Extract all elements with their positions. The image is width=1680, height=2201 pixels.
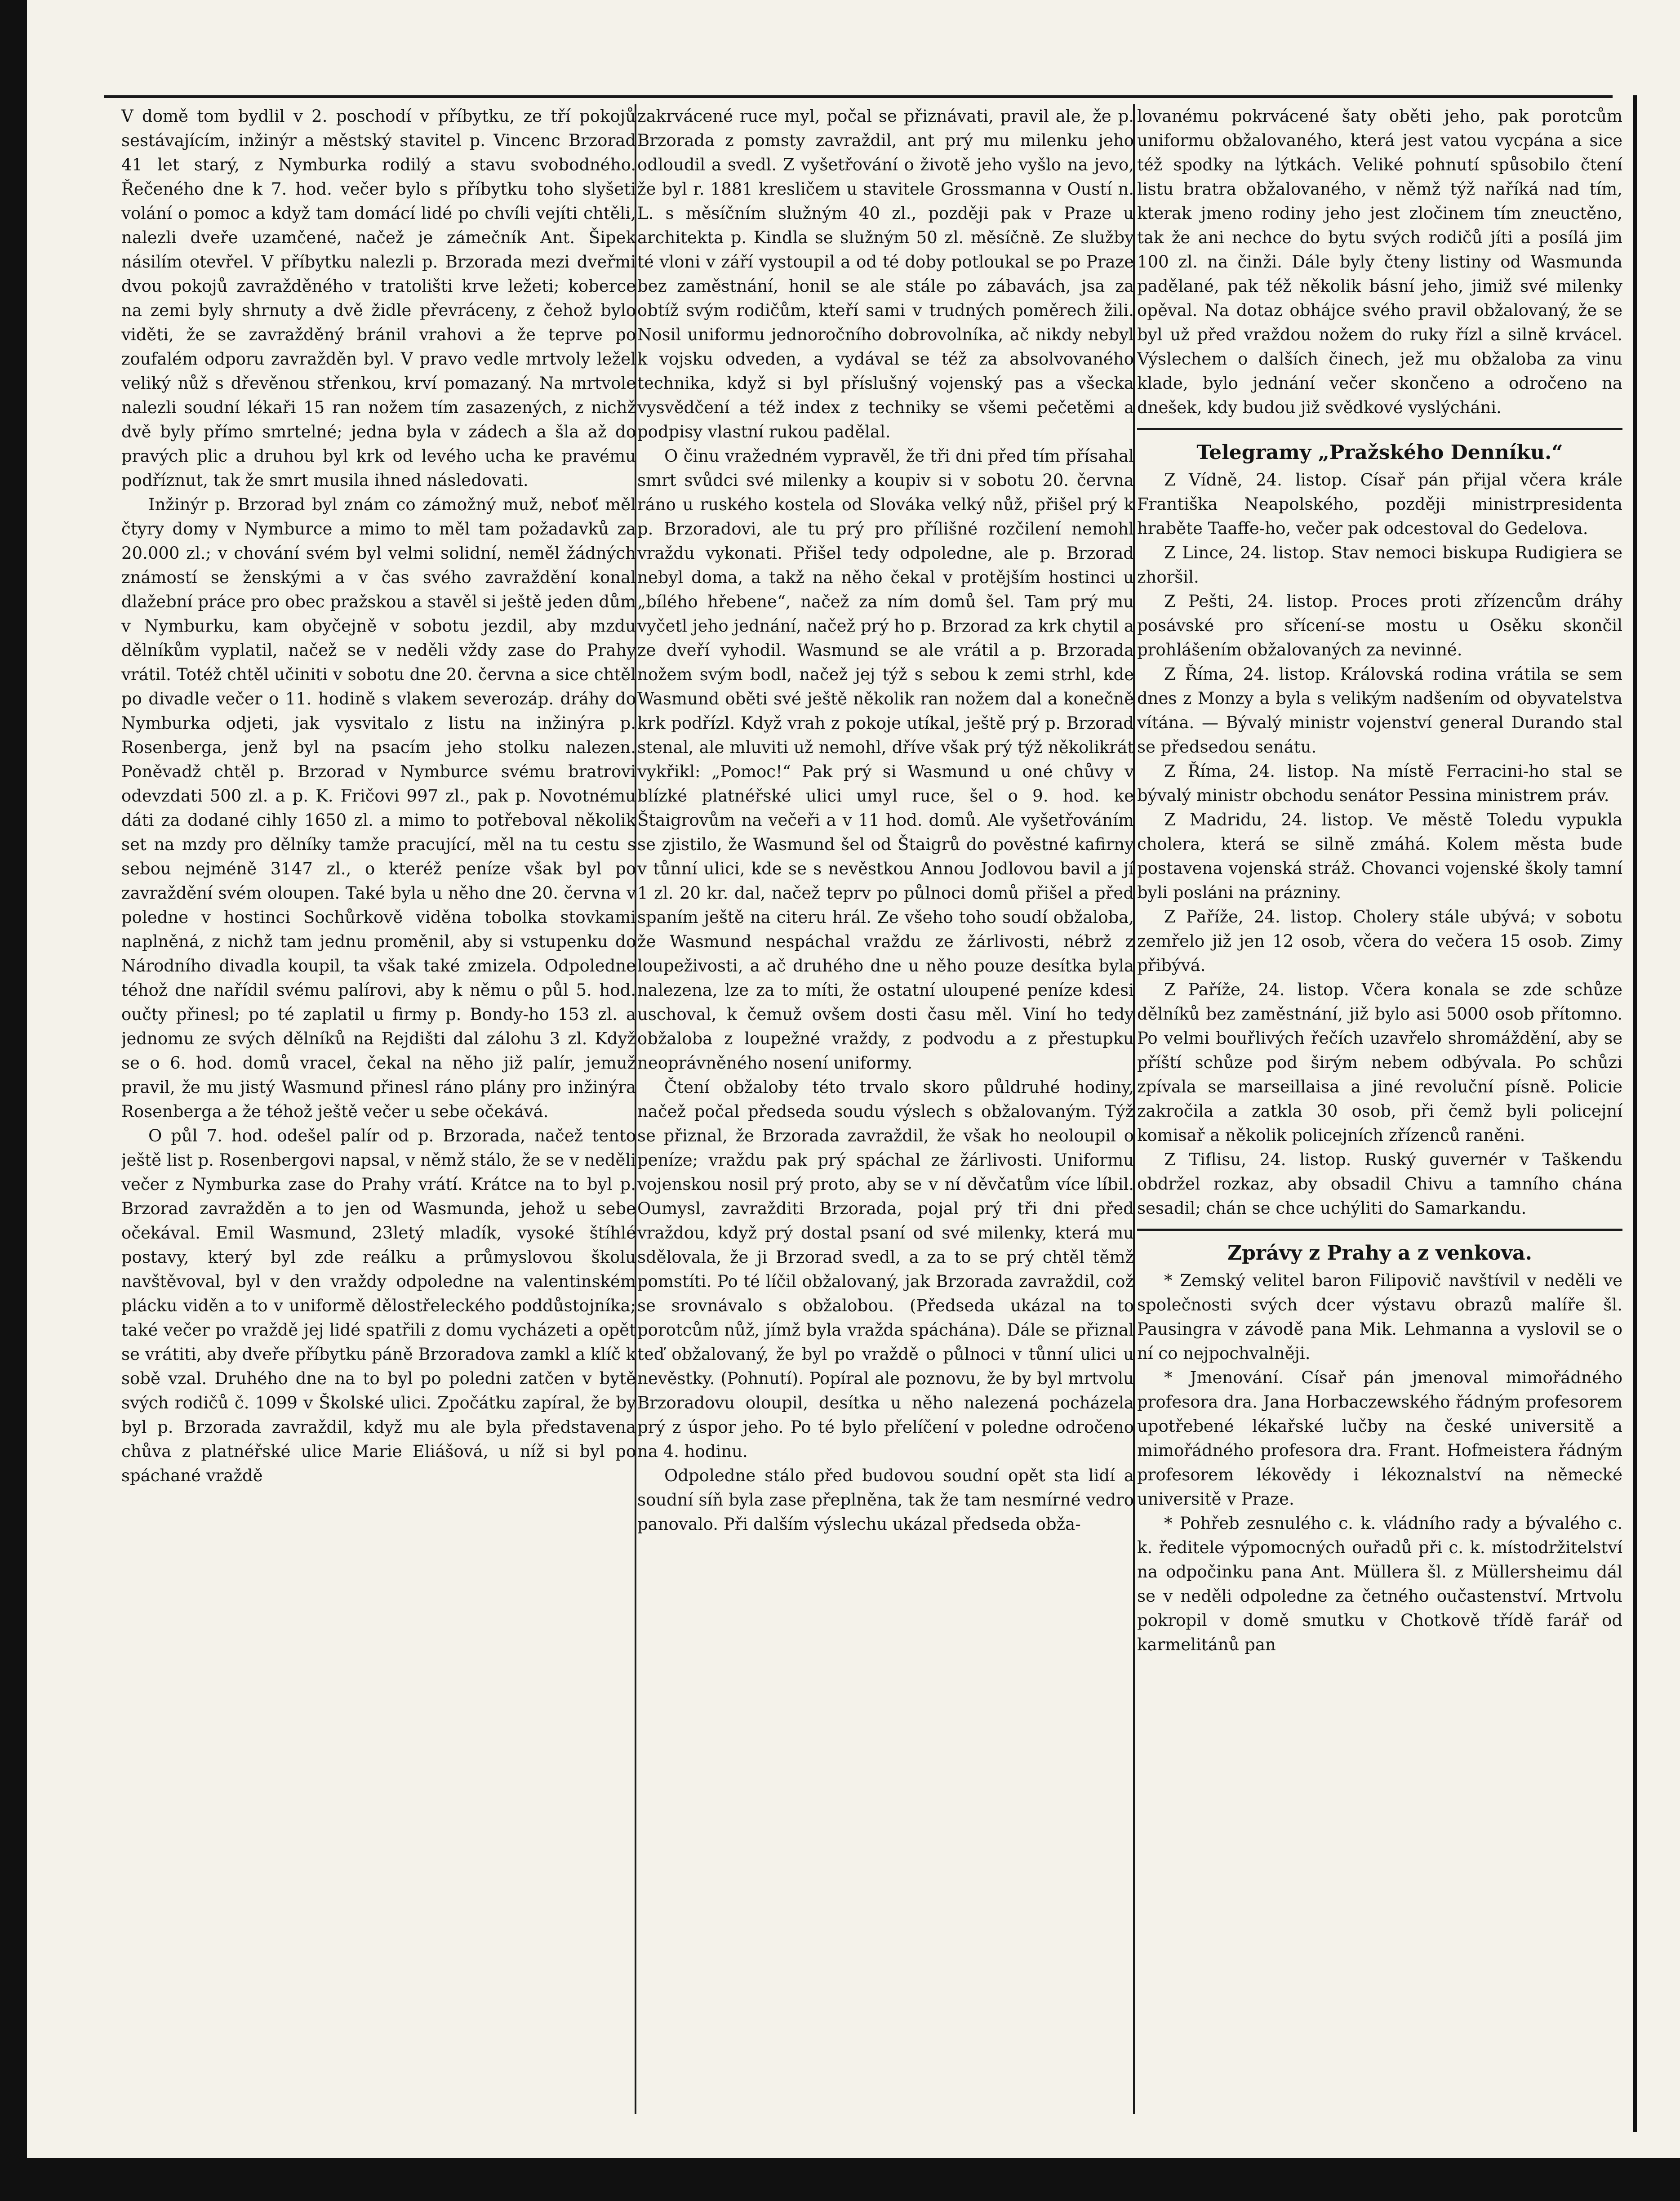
top-rule — [104, 95, 1613, 98]
column-1 — [121, 104, 636, 1488]
section-rule — [1137, 1229, 1622, 1231]
paragraph: zakrvácené ruce myl, počal se přiznávati, pravil ale, že p. Brzorada z pomsty zavraždil, ant prý mu milenku jeho odloudil a svedl. Z vyšetřování o životě jeho vyšlo na jevo, že byl r. 1881 kresličem u stavitele Grossmanna v Oustí n. L. s měsíčním služným 40 zl., později pak v Praze u architekta p. Kindla se služným 50 zl. měsíčně. Ze služby té vloni v září vystoupil a od té doby potloukal se po Praze bez zaměstnání, honil se ale stále po zábavách, jsa za obtíž svým rodičům, kteří sami v trudných poměrech žili. Nosil uniformu jednoročního dobrovolníka, ač nikdy nebyl k vojsku odveden, a vydával se též za absolvovaného technika, když si byl příslušný vojenský pas a všecka vysvědčení a též index z techniky se všemi pečetěmi a podpisy vlastní rukou padělal. — [637, 107, 1134, 441]
telegram-item: Z Lince, 24. listop. Stav nemoci biskupa Rudigiera se zhoršil. — [1137, 543, 1622, 587]
telegram-item: Z Říma, 24. listop. Královská rodina vrátila se sem dnes z Monzy a byla s velikým nadšením od obyvatelstva vítána. — Bývalý ministr vojenství general Durando stal se předsedou senátu. — [1137, 664, 1622, 757]
paragraph: Čtení obžaloby této trvalo skoro půldruhé hodiny, načež počal předseda soudu výslech s obžalovaným. Týž se přiznal, že Brzorada zavraždil, že však ho neoloupil o peníze; vraždu pak prý spáchal ze žárlivosti. Uniformu vojenskou nosil prý proto, aby se v ní děvčatům více líbil. Oumysl, zavražditi Brzorada, pojal prý tři dni před vraždou, když prý dostal psaní od své milenky, která mu sdělovala, že ji Brzorad svedl, a za to se prý chtěl těmž pomstíti. Po té líčil obžalovaný, jak Brzorada zavraždil, což se srovnávalo s obžalobou. (Předseda ukázal na to porotcům nůž, jímž byla vražda spáchána). Dále se přiznal teď obžalovaný, že byl po vraždě o půlnoci v tůnní ulici u nevěstky. (Pohnutí). Popíral ale poznovu, že by byl mrtvolu Brzoradovu oloupil, desítka u něho nalezená pocházela prý z úspor jeho. Po té bylo přelíčení v poledne odročeno na 4. hodinu. — [637, 1078, 1134, 1461]
telegram-item: Z Říma, 24. listop. Na místě Ferracini-ho stal se bývalý ministr obchodu senátor Pessina ministrem práv. — [1137, 762, 1622, 805]
news-item: * Pohřeb zesnulého c. k. vládního rady a bývalého c. k. ředitele výpomocných ouřadů při c. k. místodržitelství na odpočinku pana Ant. Müllera šl. z Müllersheimu dál se v neděli odpoledne za četného oučastenství. Mrtvolu pokropil v domě smutku v Chotkově třídě farář od karmelitánů pan — [1137, 1514, 1622, 1654]
scan-edge-bottom — [0, 2158, 1680, 2201]
column-3 — [1137, 104, 1622, 1657]
paragraph: V domě tom bydlil v 2. poschodí v příbytku, ze tří pokojů sestávajícím, inžinýr a městský stavitel p. Vincenc Brzorad 41 let starý, z Nymburka rodilý a stavu svobodného. Řečeného dne k 7. hod. večer bylo s příbytku toho slyšeti volání o pomoc a když tam domácí lidé po chvíli vejíti chtěli, nalezli dveře uzamčené, načež je zámečník Ant. Šipek násilím otevřel. V příbytku nalezli p. Brzorada mezi dveřmi dvou pokojů zavražděného v tratolišti krve ležeti; koberce na zemi byly shrnuty a dvě židle převráceny, z čehož bylo viděti, že se zavražděný bránil vrahovi a že teprve po zoufalém odporu zavražděn byl. V pravo vedle mrtvoly ležel veliký nůž s dřevěnou střenkou, krví pomazaný. Na mrtvole nalezli soudní lékaři 15 ran nožem tím zasazených, z nichž dvě byly přímo smrtelné; jedna byla v zádech a šla až do pravých plic a druhou byl krk od levého ucha ke pravému podříznut, tak že smrt musila ihned následovati. — [121, 107, 636, 490]
scan-edge-right — [1633, 95, 1637, 2132]
news-item: * Jmenování. Císař pán jmenoval mimořádného profesora dra. Jana Horbaczewského řádným profesorem upotřebené lékařské lučby na české universitě a mimořádného profesora dra. Frant. Hofmeistera řádným profesorem lékovědy i lékoznalství na německé universitě v Praze. — [1137, 1368, 1622, 1509]
section-rule — [1137, 428, 1622, 430]
paragraph: lovanému pokrvácené šaty oběti jeho, pak porotcům uniformu obžalovaného, která jest vatou vycpána a sice též spodky na lýtkách. Veliké pohnutí spůsobilo čtení listu bratra obžalovaného, v němž týž naříká nad tím, kterak jmeno rodiny jeho jest zločinem tím zneuctěno, tak že ani nechce do bytu svých rodičů jíti a posílá jim 100 zl. na činži. Dále byly čteny listiny od Wasmunda padělané, pak též několik básní jeho, jimiž své milenky opěval. Na dotaz obhájce svého pravil obžalovaný, že se byl už před vraždou nožem do ruky řízl a silně krvácel. Výslechem o dalších činech, jež mu obžaloba za vinu klade, bylo jednání večer skončeno a odročeno na dnešek, kdy budou již svědkové vyslýcháni. — [1137, 107, 1622, 417]
news-heading: Zprávy z Prahy a z venkova. — [1227, 1242, 1532, 1265]
telegrams-heading: Telegramy „Pražského Denníku.“ — [1196, 441, 1563, 464]
telegram-item: Z Paříže, 24. listop. Včera konala se zde schůze dělníků bez zaměstnání, již bylo asi 5000 osob přítomno. Po velmi bouřlivých řečích uzavřelo shromáždění, aby se příští schůze pod širým nebem odbývala. Po schůzi zpívala se marseillaisa a jiné revoluční písně. Policie zakročila a zatkla 30 osob, při čemž byli policejní komisař a několik policejních zřízenců raněni. — [1137, 980, 1622, 1145]
telegram-item: Z Paříže, 24. listop. Cholery stále ubývá; v sobotu zemřelo již jen 12 osob, včera do večera 15 osob. Zimy přibývá. — [1137, 907, 1622, 975]
paragraph: O půl 7. hod. odešel palír od p. Brzorada, načež tento ještě list p. Rosenbergovi napsal, v němž stálo, že se v neděli večer z Nymburka zase do Prahy vrátí. Krátce na to byl p. Brzorad zavražděn a to jen od Wasmunda, jehož u sebe očekával. Emil Wasmund, 23letý mladík, vysoké štíhlé postavy, který byl zde reálku a průmyslovou školu navštěvoval, byl v den vraždy odpoledne na valentinském plácku viděn a to v uniformě dělostřeleckého poddůstojníka; také večer po vraždě jej lidé spatřili z domu vycházeti a opět se vrátiti, aby dveře příbytku páně Brzoradova zamkl a klíč k sobě vzal. Druhého dne na to byl po poledni zatčen v bytě svých rodičů č. 1099 v Školské ulici. Zpočátku zapíral, že by byl p. Brzorada zavraždil, když mu ale byla představena chůva z platnéřské ulice Marie Eliášová, u níž si byl po spáchané vraždě — [121, 1126, 636, 1485]
telegram-item: Z Tiflisu, 24. listop. Ruský guvernér v Taškendu obdržel rozkaz, aby obsadil Chivu a tamního chána sesadil; chán se chce uchýliti do Samarkandu. — [1137, 1150, 1622, 1218]
column-2 — [637, 104, 1134, 1537]
telegram-item: Z Pešti, 24. listop. Proces proti zřízencům dráhy posávské pro sřícení-se mostu u Osěku skončil prohlášením obžalovaných za nevinné. — [1137, 592, 1622, 659]
telegram-item: Z Madridu, 24. listop. Ve městě Toledu vypukla cholera, která se silně zmáhá. Kolem města bude postavena vojenská stráž. Chovanci vojenské školy tamní byli posláni na prázniny. — [1137, 810, 1622, 902]
paragraph: Odpoledne stálo před budovou soudní opět sta lidí a soudní síň byla zase přeplněna, tak že tam nesmírné vedro panovalo. Při dalším výslechu ukázal předseda obža- — [637, 1466, 1134, 1534]
paragraph: Inžinýr p. Brzorad byl znám co zámožný muž, neboť měl čtyry domy v Nymburce a mimo to měl tam požadavků za 20.000 zl.; v chování svém byl velmi solidní, neměl žádných známostí se ženskými a v čas svého zavraždění konal dlažební práce pro obec pražskou a stavěl si ještě jeden dům v Nymburku, kam obyčejně v sobotu jezdil, aby mzdu dělníkům vyplatil, načež se v neděli vždy zase do Prahy vrátil. Totéž chtěl učiniti v sobotu dne 20. června a sice chtěl po divadle večer o 11. hodině s vlakem severozáp. dráhy do Nymburka odjeti, jak vysvitalo z listu na inžinýra p. Rosenberga, jenž byl na psacím jeho stolku nalezen. Poněvadž chtěl p. Brzorad v Nymburce svému bratrovi odevzdati 500 zl. a p. K. Fričovi 997 zl., pak p. Novotnému dáti za dodané cihly 1650 zl. a mimo to potřeboval několik set na mzdy pro dělníky tamže pracující, měl na tu cestu s sebou nejméně 3147 zl., o kteréž peníze však byl po zavraždění svém oloupen. Také byla u něho dne 20. června v poledne v hostinci Sochůrkově viděna tobolka stovkami naplněná, z nichž tam jednu proměnil, aby si vstupenku do Národního divadla koupil, ta však také zmizela. Odpoledne téhož dne nařídil svému palírovi, aby k němu o půl 5. hod. oučty přinesl; po té zaplatil u firmy p. Bondy-ho 153 zl. a jednomu ze svých dělníků na Rejdišti dal zálohu 3 zl. Když se o 6. hod. domů vracel, čekal na něho již palír, jemuž pravil, že mu jistý Wasmund přinesl ráno plány pro inžinýra Rosenberga a že téhož ještě večer u sebe očekává. — [121, 495, 636, 1121]
scan-edge-left — [0, 0, 27, 2201]
telegram-item: Z Vídně, 24. listop. Císař pán přijal včera krále Františka Neapolského, později ministrpresidenta hraběte Taaffe-ho, večer pak odcestoval do Gedelova. — [1137, 470, 1622, 538]
paragraph: O činu vražedném vypravěl, že tři dni před tím přísahal smrt svůdci své milenky a koupiv si v sobotu 20. června ráno u ruského kostela od Slováka velký nůž, přišel prý k p. Brzoradovi, ale tu prý pro přílišné rozčilení nemohl vraždu vykonati. Přišel tedy odpoledne, ale p. Brzorad nebyl doma, a takž na něho čekal v protějším hostinci u „bílého hřebene“, načež za ním domů šel. Tam prý mu vyčetl jeho jednání, načež prý ho p. Brzorad za krk chytil a ze dveří vyhodil. Wasmund se ale vrátil a p. Brzorada nožem svým bodl, načež jej týž s sebou k zemi strhl, kde Wasmund oběti své ještě několik ran nožem dal a konečně krk podřízl. Když vrah z pokoje utíkal, ještě prý p. Brzorad stenal, ale mluviti už nemohl, dříve však prý týž několikrát vykřikl: „Pomoc!“ Pak prý si Wasmund u oné chůvy v blízké platnéřské ulici umyl ruce, šel o 9. hod. ke Štaigrovům na večeři a v 11 hod. domů. Ale vyšetřováním se zjistilo, že Wasmund šel od Štaigrů do pověstné kafirny v tůnní ulici, kde se s nevěstkou Annou Jodlovou bavil a jí 1 zl. 20 kr. dal, načež teprv po půlnoci domů přišel a před spaním ještě na citeru hrál. Ze všeho toho soudí obžaloba, že Wasmund nespáchal vraždu ze žárlivosti, nébrž z loupeživosti, a ač druhého dne u něho pouze desítka byla nalezena, lze za to míti, že ostatní uloupené peníze kdesi uschoval, k čemuž ovšem dosti času měl. Viní ho tedy obžaloba z loupežné vraždy, z podvodu a z přestupku neoprávněného nosení uniformy. — [637, 446, 1134, 1073]
news-item: * Zemský velitel baron Filipovič navštívil v neděli ve společnosti svých dcer výstavu obrazů malíře šl. Pausingra v závodě pana Mik. Lehmanna a vyslovil se o ní co nejpochvalněji. — [1137, 1271, 1622, 1363]
